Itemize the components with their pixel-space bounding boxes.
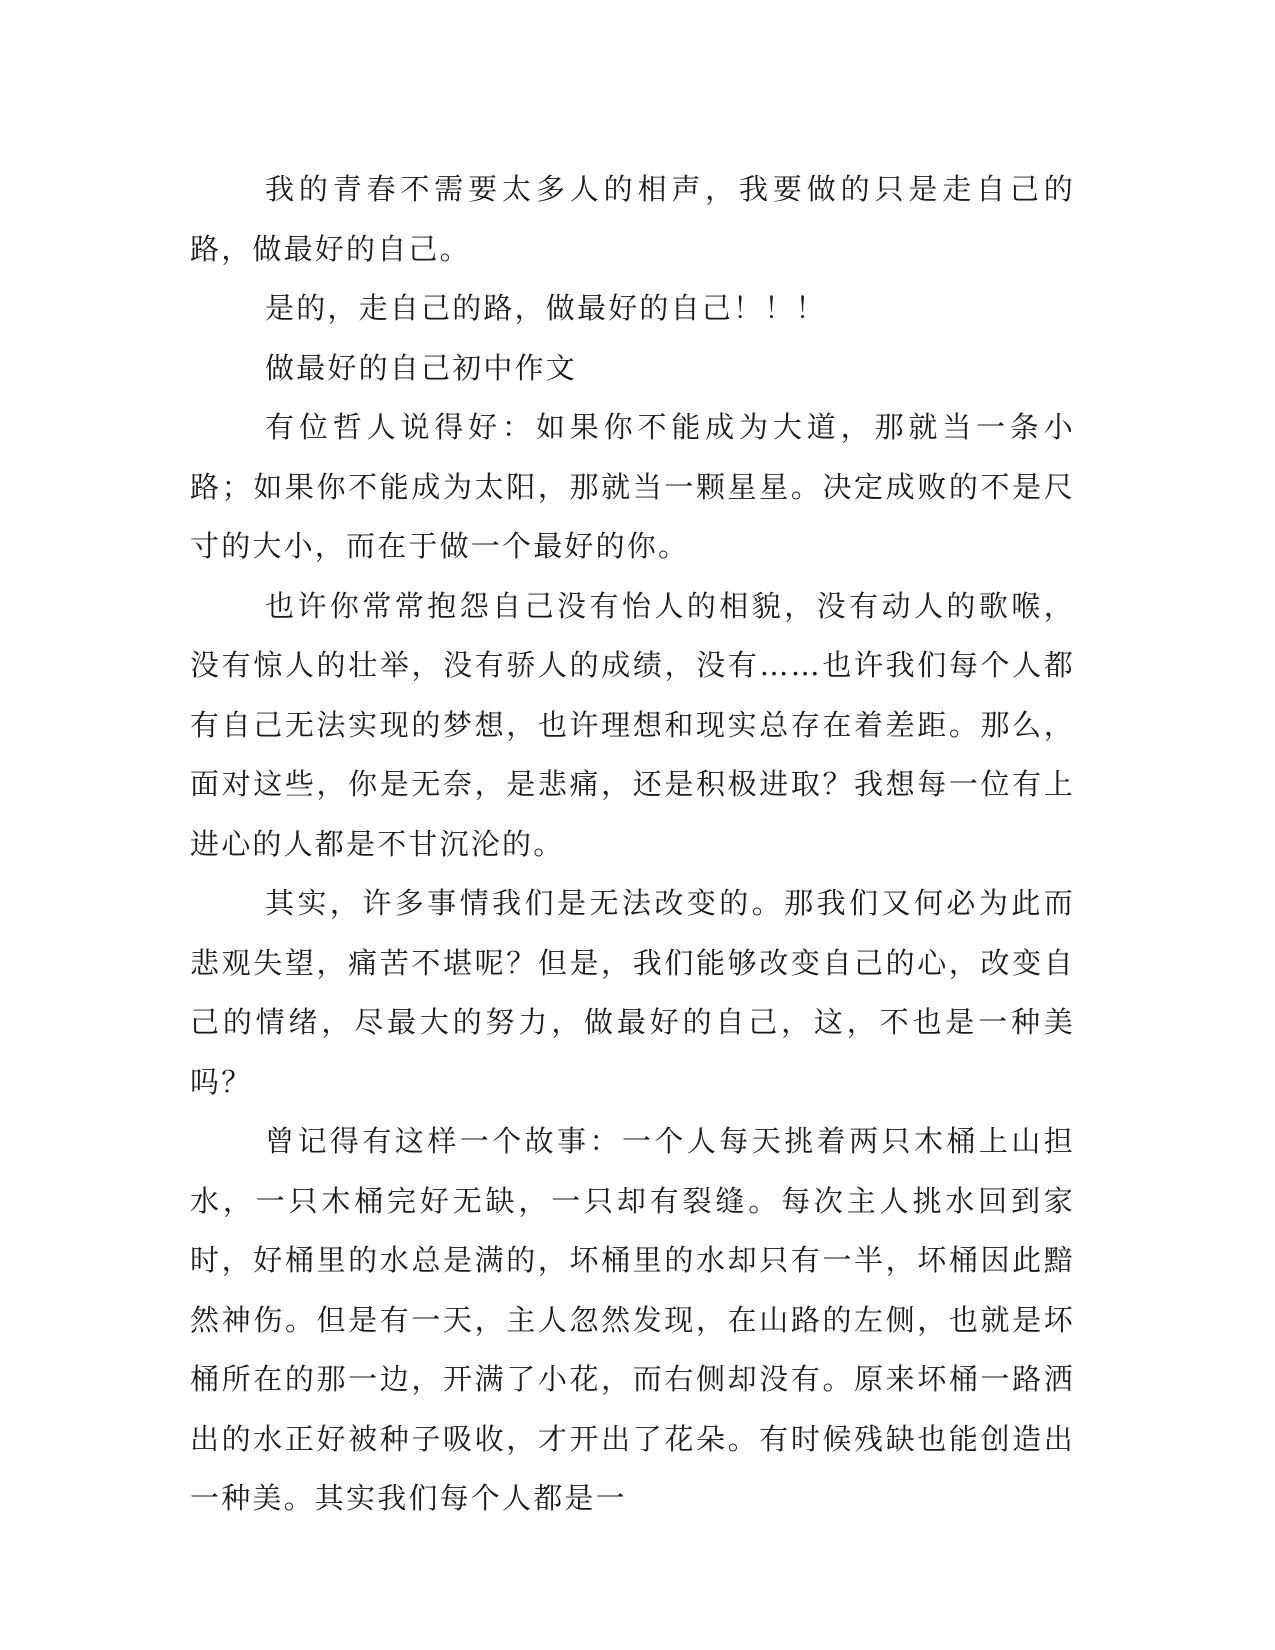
paragraph-1: 我的青春不需要太多人的相声，我要做的只是走自己的路，做最好的自己。 xyxy=(190,172,1075,266)
document-body xyxy=(190,160,1075,1529)
essay-title: 做最好的自己初中作文 xyxy=(265,350,578,385)
paragraph-6: 曾记得有这样一个故事：一个人每天挑着两只木桶上山担水，一只木桶完好无缺，一只却有裂缝。每次主人挑水回到家时，好桶里的水总是满的，坏桶里的水却只有一半，坏桶因此黯然神伤。但是有一天，主人忽然发现，在山路的左侧，也就是坏桶所在的那一边，开满了小花，而右侧却没有。原来坏桶一路洒出的水正好被种子吸收，才开出了花朵。有时候残缺也能创造出一种美。其实我们每个人都是一 xyxy=(190,1124,1075,1515)
paragraph-5: 其实，许多事情我们是无法改变的。那我们又何必为此而悲观失望，痛苦不堪呢？但是，我们能够改变自己的心，改变自己的情绪，尽最大的努力，做最好的自己，这，不也是一种美吗？ xyxy=(190,886,1075,1099)
paragraph-3: 有位哲人说得好：如果你不能成为大道，那就当一条小路；如果你不能成为太阳，那就当一颗星星。决定成败的不是尺寸的大小，而在于做一个最好的你。 xyxy=(190,410,1075,563)
paragraph-2: 是的，走自己的路，做最好的自己！！！ xyxy=(265,291,827,325)
paragraph-4: 也许你常常抱怨自己没有怡人的相貌，没有动人的歌喉，没有惊人的壮举，没有骄人的成绩，没有……也许我们每个人都有自己无法实现的梦想，也许理想和现实总存在着差距。那么，面对这些，你是无奈，是悲痛，还是积极进取？我想每一位有上进心的人都是不甘沉沦的。 xyxy=(190,588,1075,861)
